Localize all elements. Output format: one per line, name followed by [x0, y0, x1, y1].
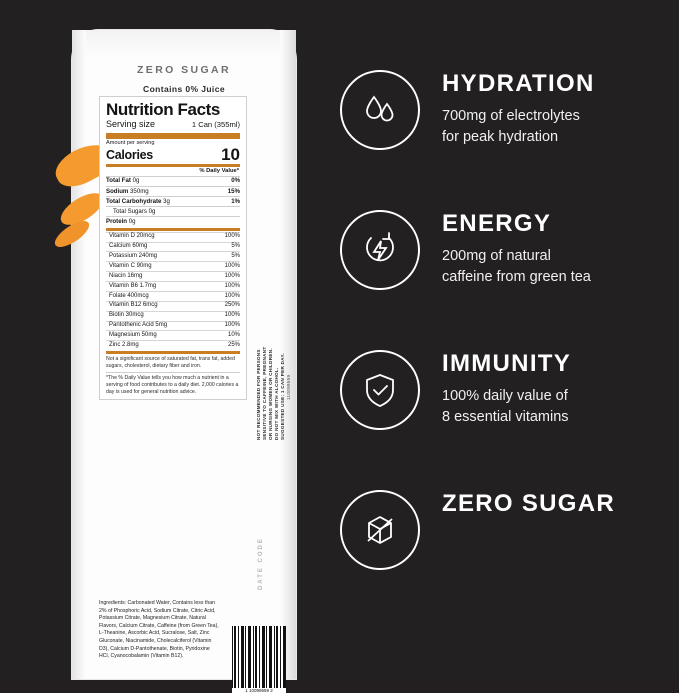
feature-zero-sugar: [340, 488, 660, 580]
vitamin-daily-value: 100%: [224, 312, 240, 319]
feature-immunity-text: [420, 348, 571, 428]
serving-size-value: 1 Can (355ml): [191, 120, 240, 129]
feature-desc-line: 100% daily value of: [442, 388, 568, 404]
feature-hydration-title: HYDRATION: [442, 70, 595, 97]
lightning-bolt-icon: [340, 210, 420, 290]
vitamin-row: [106, 311, 240, 321]
vitamin-row: [106, 340, 240, 350]
feature-zero-sugar-title: ZERO SUGAR: [442, 490, 616, 517]
can-zero-sugar-text: ZERO SUGAR: [136, 64, 231, 76]
vitamin-daily-value: 100%: [224, 272, 240, 279]
daily-value-header: % Daily Value*: [199, 168, 239, 175]
date-code-label: DATE CODE: [258, 537, 264, 590]
feature-energy-text: [420, 208, 591, 288]
feature-hydration-text: [420, 68, 595, 148]
nutrient-name: Total Carbohydrate 3g: [106, 197, 170, 205]
water-drops-icon: [340, 70, 420, 150]
panel-divider-medium: [106, 164, 240, 167]
nutrient-name: Protein 0g: [106, 218, 136, 226]
vitamin-name: Zinc 2.8mg: [109, 341, 139, 348]
side-warning-line: NOT RECOMMENDED FOR PERSONS: [256, 349, 261, 440]
vitamin-name: Vitamin C 90mg: [109, 262, 152, 269]
can-side-warning-block: [254, 100, 290, 520]
vitamin-row: [106, 301, 240, 311]
panel-divider-thick: [106, 133, 240, 139]
vitamin-row: [106, 242, 240, 252]
feature-desc-line: 8 essential vitamins: [442, 409, 569, 426]
side-warning-line: SUGGESTED USE: 1 CAN PER DAY.: [280, 353, 285, 440]
vitamin-name: Niacin 16mg: [109, 272, 143, 279]
barcode-digits: 1 10099559 2: [232, 688, 286, 693]
nutrient-daily-value: 0%: [231, 177, 240, 185]
vitamin-row: [106, 271, 240, 281]
nutrient-rows: [106, 176, 240, 227]
feature-hydration: [340, 68, 660, 160]
barcode-bars: [232, 626, 286, 692]
can-left-gloss: [72, 30, 86, 679]
side-warning-line: DO NOT MIX WITH ALCOHOL.: [274, 367, 279, 440]
feature-energy-desc: [442, 246, 591, 288]
vitamin-rows: [106, 232, 240, 351]
nutrient-row: [106, 196, 240, 206]
barcode: [232, 626, 286, 692]
nutrient-row: [106, 216, 240, 226]
zero-sugar-cube-icon: [340, 490, 420, 570]
nutrition-facts-panel: [99, 96, 247, 400]
feature-immunity-desc: [442, 386, 571, 428]
feature-immunity: [340, 348, 660, 440]
nutrient-daily-value: 1%: [231, 197, 240, 205]
vitamin-daily-value: 25%: [227, 341, 240, 348]
vitamin-row: [106, 232, 240, 242]
vitamin-daily-value: 100%: [224, 282, 240, 289]
vitamin-name: Magnesium 50mg: [109, 332, 157, 339]
vitamin-row: [106, 321, 240, 331]
side-warning-line: OR NURSING WOMEN OR CHILDREN.: [268, 348, 273, 440]
vitamin-name: Vitamin D 20mcg: [109, 233, 155, 240]
panel-divider-medium: [106, 228, 240, 231]
vitamin-daily-value: 100%: [224, 262, 240, 269]
vitamin-row: [106, 251, 240, 261]
vitamin-name: Vitamin B6 1.7mg: [109, 282, 157, 289]
vitamin-daily-value: 5%: [231, 243, 240, 250]
feature-list: [340, 68, 660, 580]
vitamin-name: Potassium 240mg: [109, 253, 158, 260]
feature-desc-line: for peak hydration: [442, 129, 559, 146]
feature-energy-title: ENERGY: [442, 210, 552, 237]
feature-energy: [340, 208, 660, 300]
can-juice-content-text: Contains 0% Juice: [143, 84, 225, 94]
vitamin-name: Biotin 30mcg: [109, 312, 144, 319]
amount-per-serving-label: Amount per serving: [106, 140, 155, 147]
vitamin-daily-value: 100%: [224, 233, 240, 240]
nutrient-daily-value: 15%: [227, 187, 240, 195]
nutrition-footnote-1: Not a significant source of saturated fat, trans fat, added sugars, cholesterol, dietary fiber and iron.: [106, 351, 240, 370]
feature-desc-line: 700mg of electrolytes: [442, 108, 580, 124]
feature-desc-line: caffeine from green tea: [442, 269, 591, 286]
feature-desc-line: 200mg of natural: [442, 248, 551, 264]
vitamin-name: Pantothenic Acid 5mg: [109, 322, 168, 329]
calories-label: Calories: [106, 147, 153, 162]
vitamin-name: Calcium 60mg: [109, 243, 148, 250]
shield-check-icon: [340, 350, 420, 430]
nutrition-footnote-2: *The % Daily Value tells you how much a nutrient in a serving of food contributes to a daily diet. 2,000 calories a day is used for general nutrition advice.: [106, 372, 240, 396]
vitamin-name: Folate 400mcg: [109, 292, 149, 299]
beverage-can-image: [72, 30, 296, 693]
vitamin-row: [106, 281, 240, 291]
calories-row: [106, 147, 240, 163]
feature-hydration-desc: [442, 106, 595, 148]
ingredients-text: Ingredients: Carbonated Water, Contains less than 2% of Phosphoric Acid, Sodium Citrate, Citric Acid, Potassium Citrate, Magnesium Citrate, Natural Flavors, Calcium Citrate, Caffeine (from Green Tea), L-Theanine, Ascorbic Acid, Sucralose, Salt, Zinc Gluconate, Niacinamide, Cholecalciferol (Vitamin D3), Calcium D-Pantothenate, Biotin, Pyridoxine HCl, Cyanocobalamin (Vitamin B12).: [99, 600, 219, 660]
feature-immunity-title: IMMUNITY: [442, 350, 572, 377]
vitamin-daily-value: 10%: [227, 332, 240, 339]
vitamin-name: Vitamin B12 6mcg: [109, 302, 158, 309]
nutrient-row: [106, 186, 240, 196]
vitamin-row: [106, 330, 240, 340]
nutrient-row: [106, 206, 240, 216]
nutrient-name: Total Sugars 0g: [113, 208, 156, 216]
side-warning-line: SENSITIVE TO CAFFEINE, PREGNANT: [262, 346, 267, 440]
nutrient-name: Total Fat 0g: [106, 177, 140, 185]
vitamin-daily-value: 250%: [224, 302, 240, 309]
nutrient-name: Sodium 350mg: [106, 187, 149, 195]
nutrient-row: [106, 176, 240, 186]
vitamin-daily-value: 100%: [224, 322, 240, 329]
vitamin-row: [106, 291, 240, 301]
serving-size-row: [106, 119, 240, 132]
vitamin-daily-value: 100%: [224, 292, 240, 299]
calories-value: 10: [221, 145, 240, 165]
nutrition-facts-title: Nutrition Facts: [106, 100, 220, 119]
feature-zero-sugar-text: [420, 488, 615, 526]
vitamin-daily-value: 5%: [231, 253, 240, 260]
side-lot-number: 110099559: [286, 374, 291, 400]
vitamin-row: [106, 261, 240, 271]
can-top-shading: [72, 30, 296, 56]
serving-size-label: Serving size: [106, 119, 156, 129]
